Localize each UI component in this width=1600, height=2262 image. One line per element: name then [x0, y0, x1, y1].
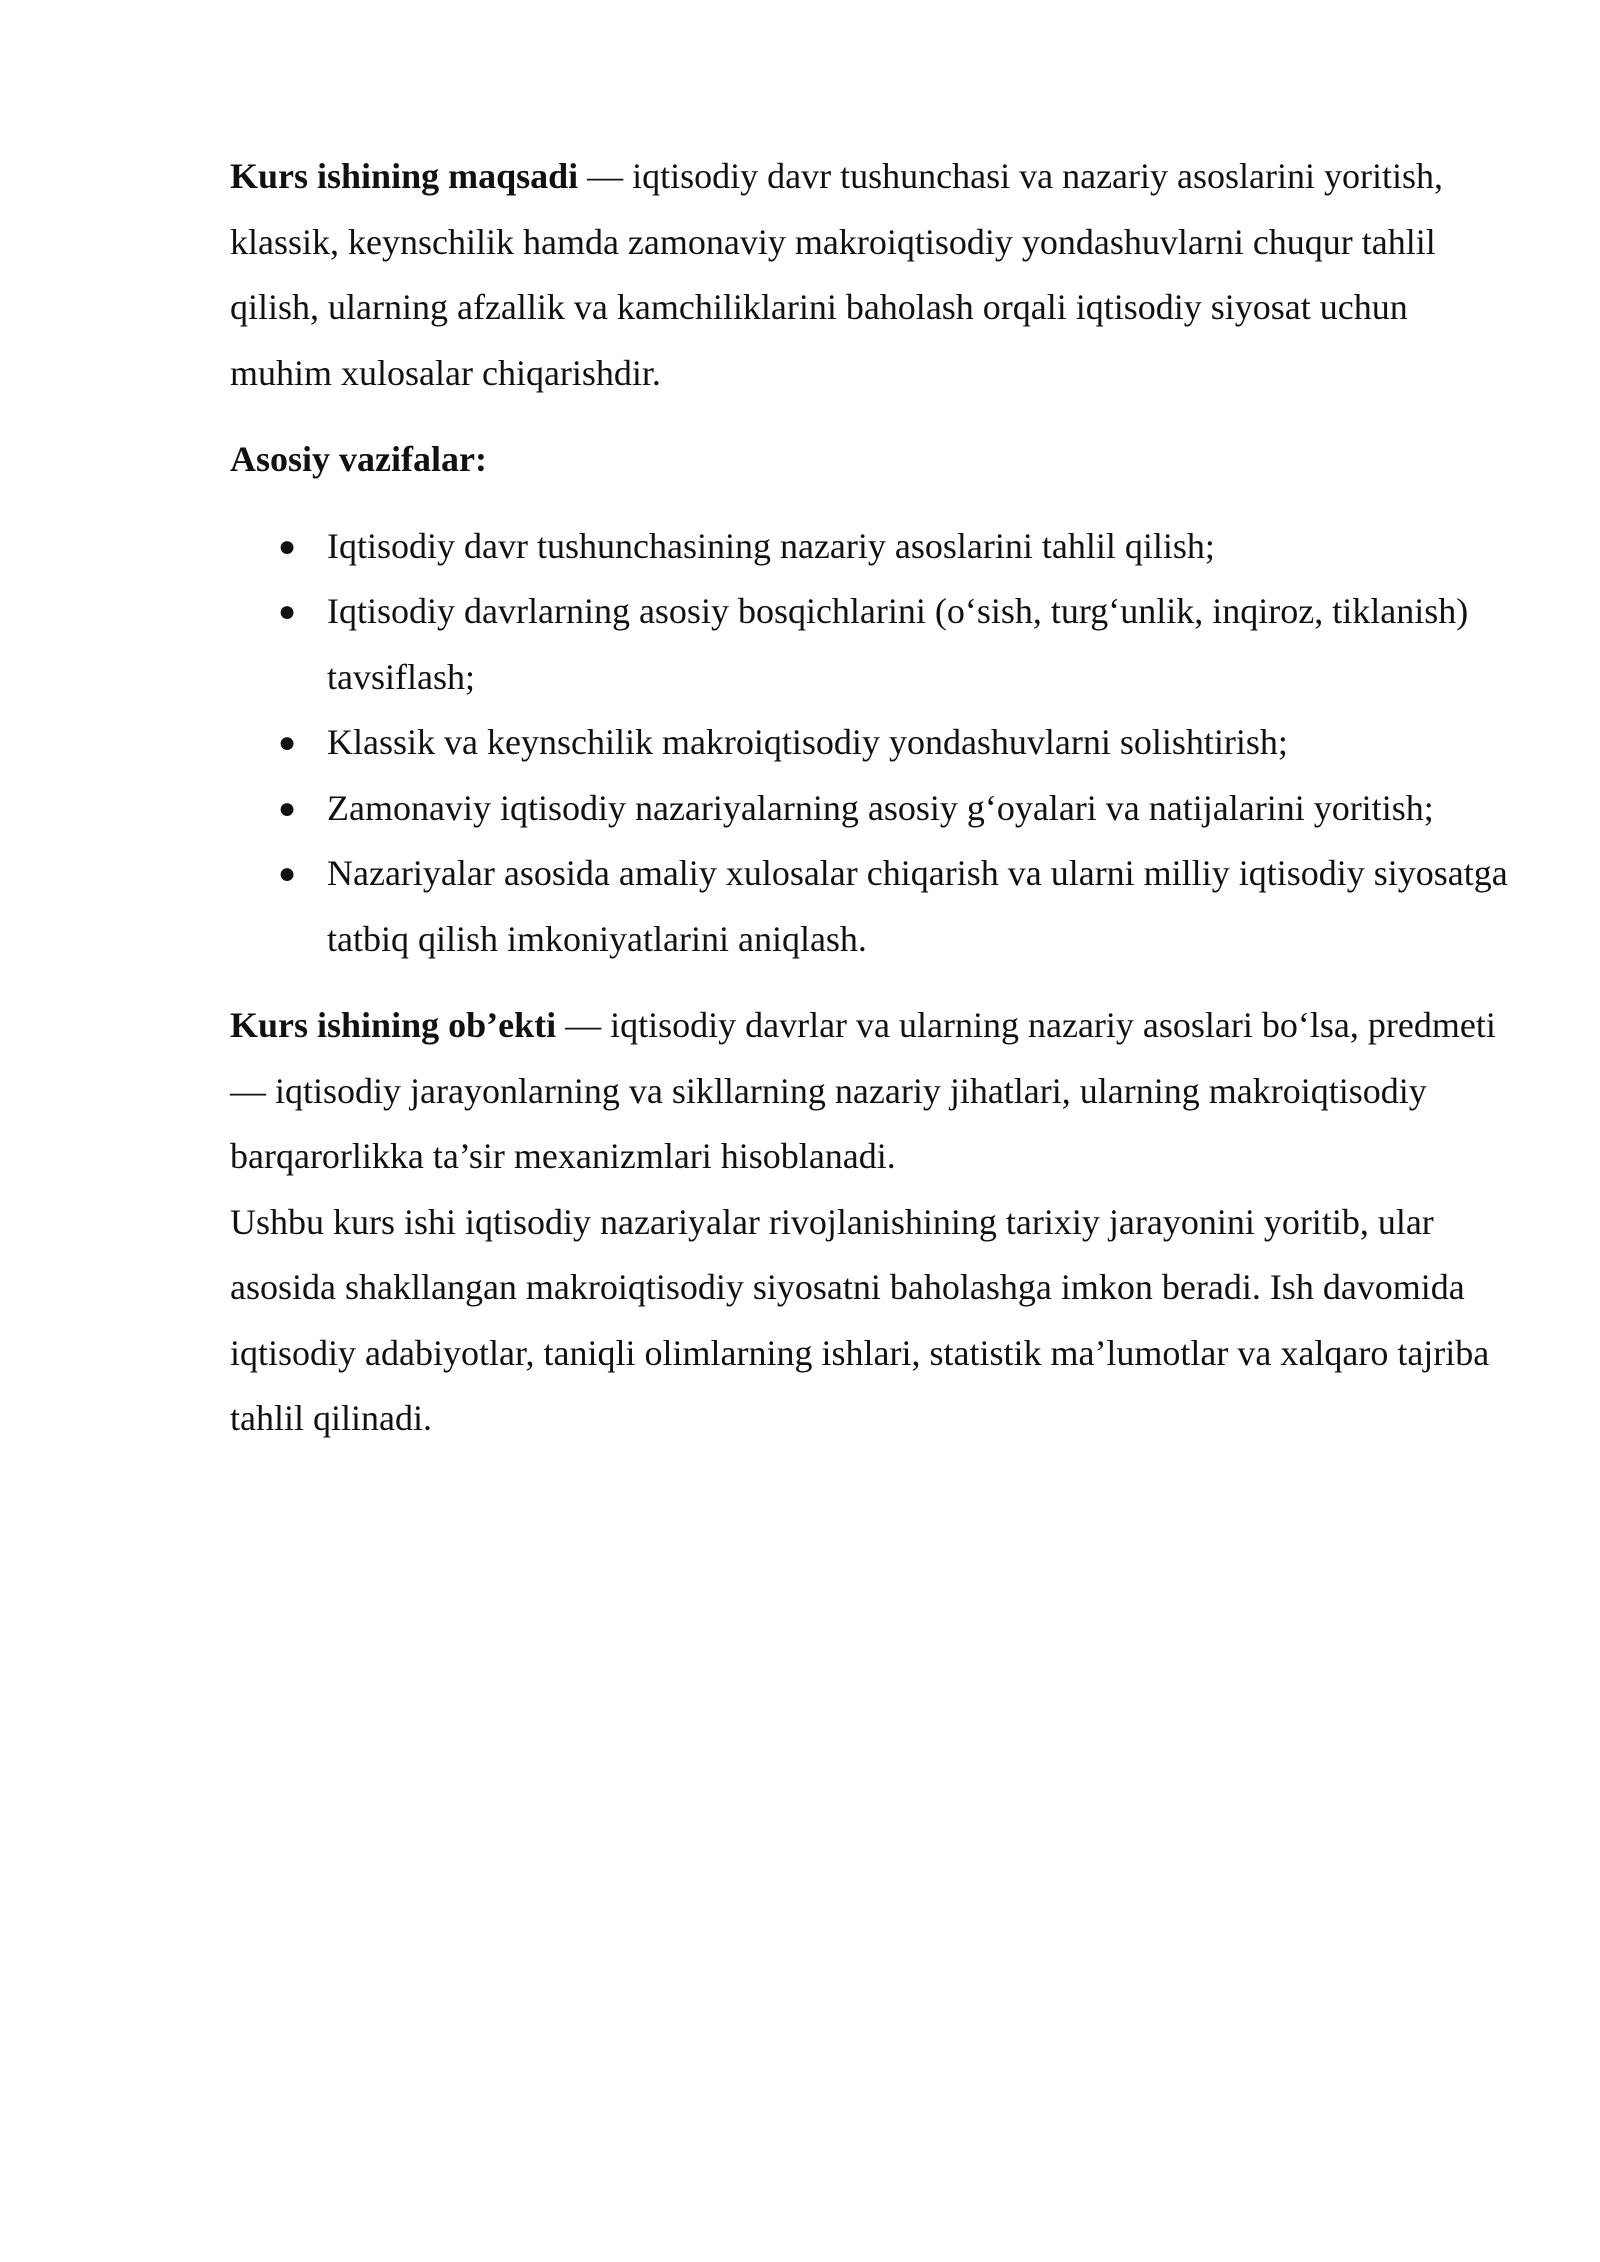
list-item — [230, 710, 1510, 776]
bullet-icon: ● — [278, 857, 297, 890]
object-text: — iqtisodiy davrlar va ularning nazariy asoslari bo‘lsa, predmeti — iqtisodiy jarayonlarning va sikllarning nazariy jihatlari, ularning makroiqtisodiy barqarorlikka ta’sir mexanizmlari hisoblanadi. — [230, 1005, 1496, 1176]
list-item-text: Zamonaviy iqtisodiy nazariyalarning asosiy g‘oyalari va natijalarini yoritish; — [327, 787, 1434, 828]
list-item-text: Iqtisodiy davr tushunchasining nazariy asoslarini tahlil qilish; — [327, 525, 1215, 566]
bullet-icon: ● — [278, 791, 297, 825]
tasks-heading: Asosiy vazifalar: — [230, 439, 487, 479]
list-item — [230, 776, 1510, 842]
bullet-icon: ● — [278, 726, 297, 759]
object-label: Kurs ishining ob’ekti — [230, 1005, 557, 1045]
list-item-text: Klassik va keynschilik makroiqtisodiy yondashuvlarni solishtirish; — [327, 722, 1288, 762]
list-item — [230, 579, 1510, 710]
document-body — [230, 144, 1510, 1452]
object-paragraph — [230, 993, 1510, 1190]
bullet-icon: ● — [278, 595, 297, 628]
goal-text: — iqtisodiy davr tushunchasi va nazariy asoslarini yoritish, klassik, keynschilik hamda zamonaviy makroiqtisodiy yondashuvlarni chuqur tahlil qilish, ularning afzallik va kamchiliklarini baholash orqali iqtisodiy siyosat uchun muhim xulosalar chiqarishdir. — [230, 156, 1443, 393]
list-item — [230, 514, 1510, 580]
list-item — [230, 841, 1510, 972]
closing-paragraph: Ushbu kurs ishi iqtisodiy nazariyalar rivojlanishining tarixiy jarayonini yoritib, ular asosida shakllangan makroiqtisodiy siyosatni baholashga imkon beradi. Ish davomida iqtisodiy adabiyotlar, taniqli olimlarning ishlari, statistik ma’lumotlar va xalqaro tajriba tahlil qilinadi. — [230, 1201, 1490, 1438]
list-item-text: Iqtisodiy davrlarning asosiy bosqichlarini (o‘sish, turg‘unlik, inqiroz, tiklanish) tavsiflash; — [327, 591, 1469, 697]
tasks-list — [230, 514, 1510, 973]
goal-paragraph — [230, 144, 1510, 406]
goal-label: Kurs ishining maqsadi — [230, 156, 579, 196]
list-item-text: Nazariyalar asosida amaliy xulosalar chiqarish va ularni milliy iqtisodiy siyosatga tatbiq qilish imkoniyatlarini aniqlash. — [327, 853, 1508, 959]
bullet-icon: ● — [278, 529, 297, 563]
